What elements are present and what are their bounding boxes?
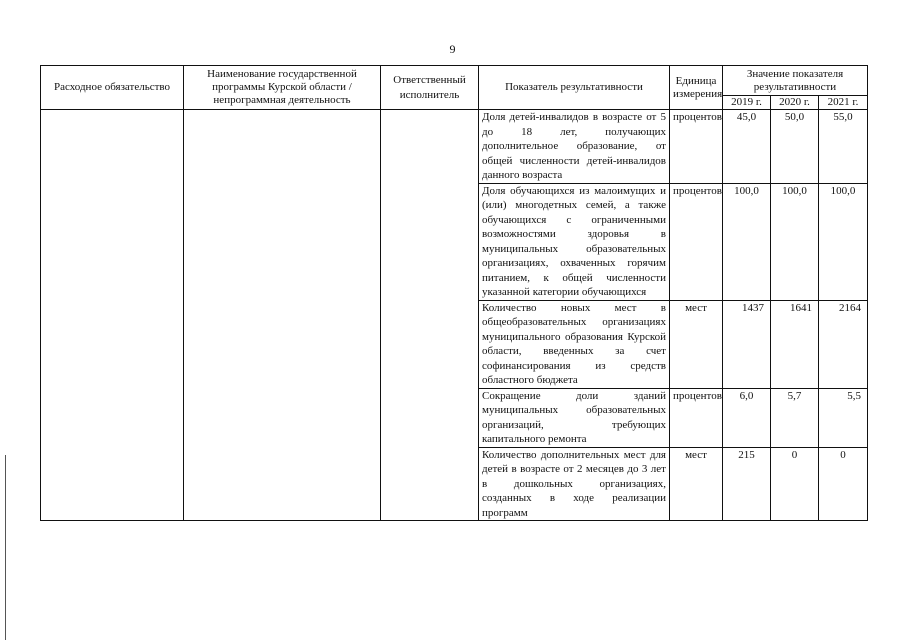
indicators-table (40, 65, 868, 521)
value-cell-2020: 5,7 (771, 388, 819, 447)
value-cell-2021: 2164 (819, 300, 868, 388)
value-cell-2021: 100,0 (819, 183, 868, 300)
value-cell-2020: 0 (771, 447, 819, 521)
indicator-cell: Доля обучающихся из малоимущих и (или) многодетных семей, а также обучающихся с ограниченными возможностями здоровья в муниципальных образовательных организациях, охваченных горячим питанием, к общей численности указанной категории обучающихся (479, 183, 670, 300)
indicator-cell: Количество новых мест в общеобразовательных организациях муниципального образования Курской области, введенных за счет софинансирования из средств областного бюджета (479, 300, 670, 388)
value-cell-2019: 100,0 (723, 183, 771, 300)
value-cell-2019: 6,0 (723, 388, 771, 447)
value-cell-2020: 50,0 (771, 110, 819, 184)
unit-cell: мест (670, 447, 723, 521)
header-indicator: Показатель результативности (479, 66, 670, 110)
unit-cell: процентов (670, 110, 723, 184)
value-cell-2019: 1437 (723, 300, 771, 388)
value-cell-2020: 100,0 (771, 183, 819, 300)
header-obligation: Расходное обязательство (41, 66, 184, 110)
value-cell-2021: 55,0 (819, 110, 868, 184)
indicator-cell: Сокращение доли зданий муниципальных образовательных организаций, требующих капитального ремонта (479, 388, 670, 447)
header-year-2020: 2020 г. (771, 96, 819, 110)
header-program: Наименование государственной программы Курской области / непрограммная деятельность (184, 66, 381, 110)
obligation-cell (41, 110, 184, 521)
executor-cell (381, 110, 479, 521)
value-cell-2019: 45,0 (723, 110, 771, 184)
indicator-cell: Количество дополнительных мест для детей в возрасте от 2 месяцев до 3 лет в дошкольных организациях, созданных в ходе реализации программ (479, 447, 670, 521)
table-row (41, 110, 868, 184)
value-cell-2021: 5,5 (819, 388, 868, 447)
indicator-cell: Доля детей-инвалидов в возрасте от 5 до 18 лет, получающих дополнительное образование, от общей численности детей-инвалидов данного возраста (479, 110, 670, 184)
header-year-2021: 2021 г. (819, 96, 868, 110)
value-cell-2019: 215 (723, 447, 771, 521)
value-cell-2021: 0 (819, 447, 868, 521)
header-unit: Единица измерения (670, 66, 723, 110)
program-cell (184, 110, 381, 521)
header-values-group: Значение показателя результативности (723, 66, 868, 96)
unit-cell: процентов (670, 183, 723, 300)
header-executor: Ответственный исполнитель (381, 66, 479, 110)
unit-cell: процентов (670, 388, 723, 447)
scan-edge-line (5, 455, 6, 640)
page-number: 9 (449, 42, 456, 56)
value-cell-2020: 1641 (771, 300, 819, 388)
header-year-2019: 2019 г. (723, 96, 771, 110)
unit-cell: мест (670, 300, 723, 388)
